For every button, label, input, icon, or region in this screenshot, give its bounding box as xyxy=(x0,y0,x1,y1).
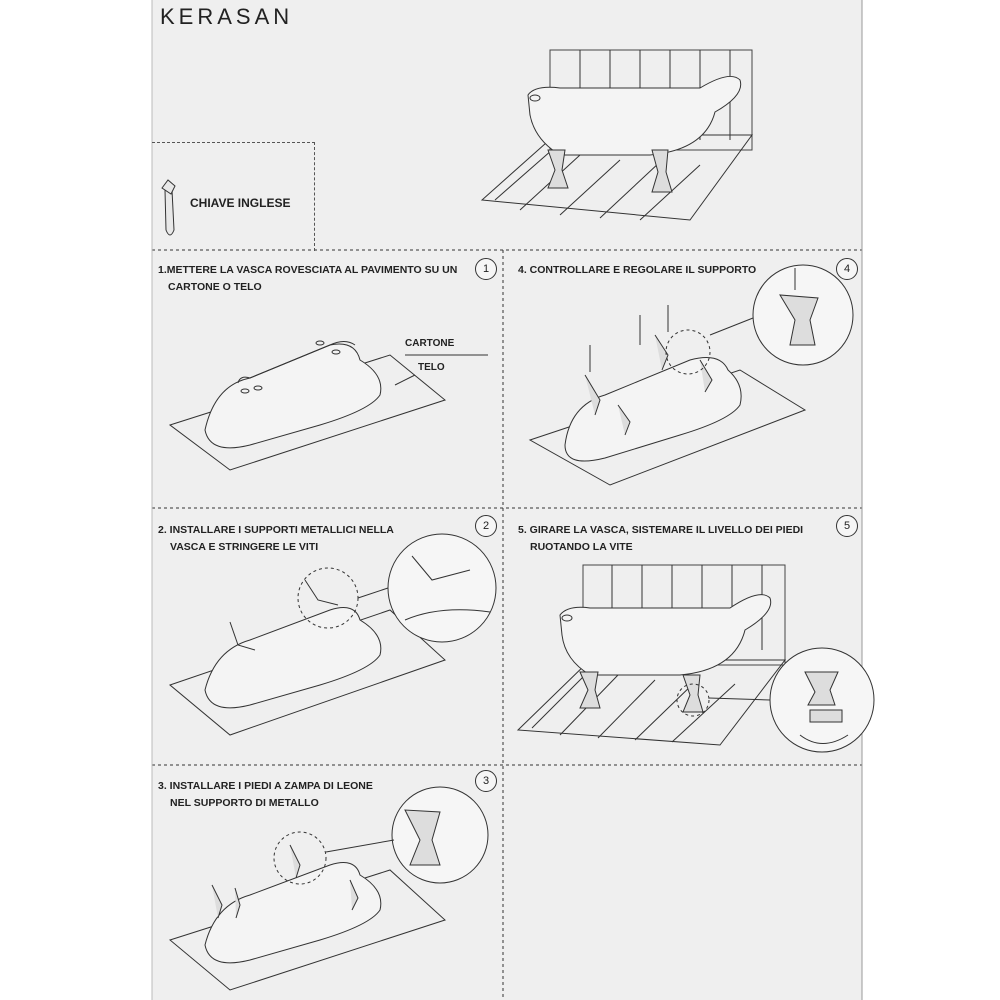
step4-line1: 4. CONTROLLARE E REGOLARE IL SUPPORTO xyxy=(518,264,757,276)
step5-line1: 5. GIRARE LA VASCA, SISTEMARE IL LIVELLO DEI PIEDI xyxy=(518,524,804,536)
tool-label: CHIAVE INGLESE xyxy=(190,196,291,210)
step3-number-badge: 3 xyxy=(475,770,497,792)
step4-text xyxy=(518,262,756,279)
step2-line2: VASCA E STRINGERE LE VITI xyxy=(170,541,319,553)
telo-callout: TELO xyxy=(418,362,445,373)
brand-logo: KERASAN xyxy=(160,4,294,29)
step2-illustration xyxy=(170,534,496,735)
step1-text xyxy=(158,262,457,296)
step3-line1: 3. INSTALLARE I PIEDI A ZAMPA DI LEONE xyxy=(158,780,373,792)
step1-number-badge: 1 xyxy=(475,258,497,280)
step4-number-badge: 4 xyxy=(836,258,858,280)
step5-illustration xyxy=(518,565,874,752)
step3-illustration xyxy=(170,787,488,990)
step5-text xyxy=(518,522,803,556)
step2-line1: 2. INSTALLARE I SUPPORTI METALLICI NELLA xyxy=(158,524,394,536)
step3-text xyxy=(158,778,373,812)
cartone-callout: CARTONE xyxy=(405,338,455,349)
step1-illustration xyxy=(170,341,488,470)
step3-line2: NEL SUPPORTO DI METALLO xyxy=(170,797,319,809)
step2-number-badge: 2 xyxy=(475,515,497,537)
step4-illustration xyxy=(530,265,853,485)
step5-number-badge: 5 xyxy=(836,515,858,537)
step2-text xyxy=(158,522,394,556)
step1-line2: CARTONE O TELO xyxy=(168,281,262,293)
step1-line1: 1.METTERE LA VASCA ROVESCIATA AL PAVIMENTO SU UN xyxy=(158,264,458,276)
hero-bathtub-illustration xyxy=(482,50,752,220)
step5-line2: RUOTANDO LA VITE xyxy=(530,541,633,553)
